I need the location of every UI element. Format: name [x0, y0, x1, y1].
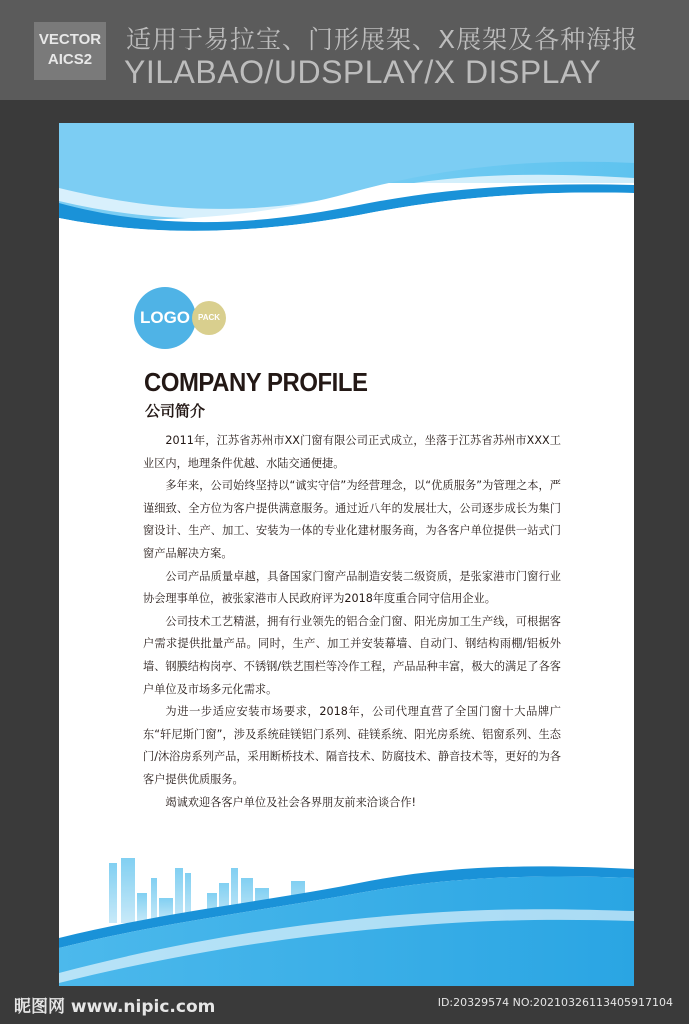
banner-title-cn: 适用于易拉宝、门形展架、X展架及各种海报 — [126, 25, 639, 54]
company-profile-title: COMPANY PROFILE — [144, 367, 368, 397]
logo-text: LOGO — [139, 308, 191, 327]
badge-line2: AICS2 — [47, 51, 93, 68]
paragraph: 多年来，公司始终坚持以“诚实守信”为经营理念，以“优质服务”为管理之本，严谨细致、全方位为客户提供满意服务。通过近八年的发展壮大，公司逐步成长为集门窗设计、生产、加工、安装为一体的专业化建材服务商，为各客户单位提供一站式门窗产品解决方案。 — [143, 479, 561, 560]
paragraph: 公司产品质量卓越，具备国家门窗产品制造安装二级资质，是张家港市门窗行业协会理事单位，被张家港市人民政府评为2018年度重合同守信用企业。 — [143, 569, 561, 606]
bottom-wave-city-decoration — [59, 823, 634, 986]
company-profile-subtitle: 公司简介 — [145, 402, 206, 420]
logo — [134, 287, 244, 349]
profile-body — [143, 430, 561, 814]
top-wave-decoration — [59, 123, 634, 243]
paragraph: 为进一步适应安装市场要求，2018年，公司代理直营了全国门窗十大品牌广东“轩尼斯门窗”，涉及系统硅镁铝门系列、硅镁系统、阳光房系统、铝窗系列、生态门/沐浴房系列产品，采用断桥技术、隔音技术、防腐技术、静音技术等，更好的为各客户提供优质服务。 — [143, 705, 561, 786]
paragraph: 2011年，江苏省苏州市XX门窗有限公司正式成立，坐落于江苏省苏州市XXX工业区内，地理条件优越、水陆交通便捷。 — [143, 434, 561, 470]
badge-line1: VECTOR — [38, 31, 102, 48]
paragraph: 公司技术工艺精湛，拥有行业领先的铝合金门窗、阳光房加工生产线，可根据客户需求提供批量产品。同时，生产、加工并安装幕墙、自动门、钢结构雨棚/铝板外墙、钢膜结构岗亭、不锈钢/铁艺围栏等冷作工程，产品品种丰富，极大的满足了各客户单位及市场多元化需求。 — [143, 614, 561, 696]
paragraph: 竭诚欢迎各客户单位及社会各界朋友前来洽谈合作! — [165, 795, 417, 809]
poster — [59, 123, 634, 986]
top-banner — [0, 0, 689, 100]
banner-title-en: YILABAO/UDSPLAY/X DISPLAY — [124, 54, 602, 90]
footer-id: ID:20329574 NO:20210326113405917104 — [437, 996, 673, 1009]
footer-site: 昵图网 www.nipic.com — [14, 997, 216, 1017]
logo-pack-text: PACK — [197, 313, 221, 322]
vector-badge — [34, 22, 106, 80]
